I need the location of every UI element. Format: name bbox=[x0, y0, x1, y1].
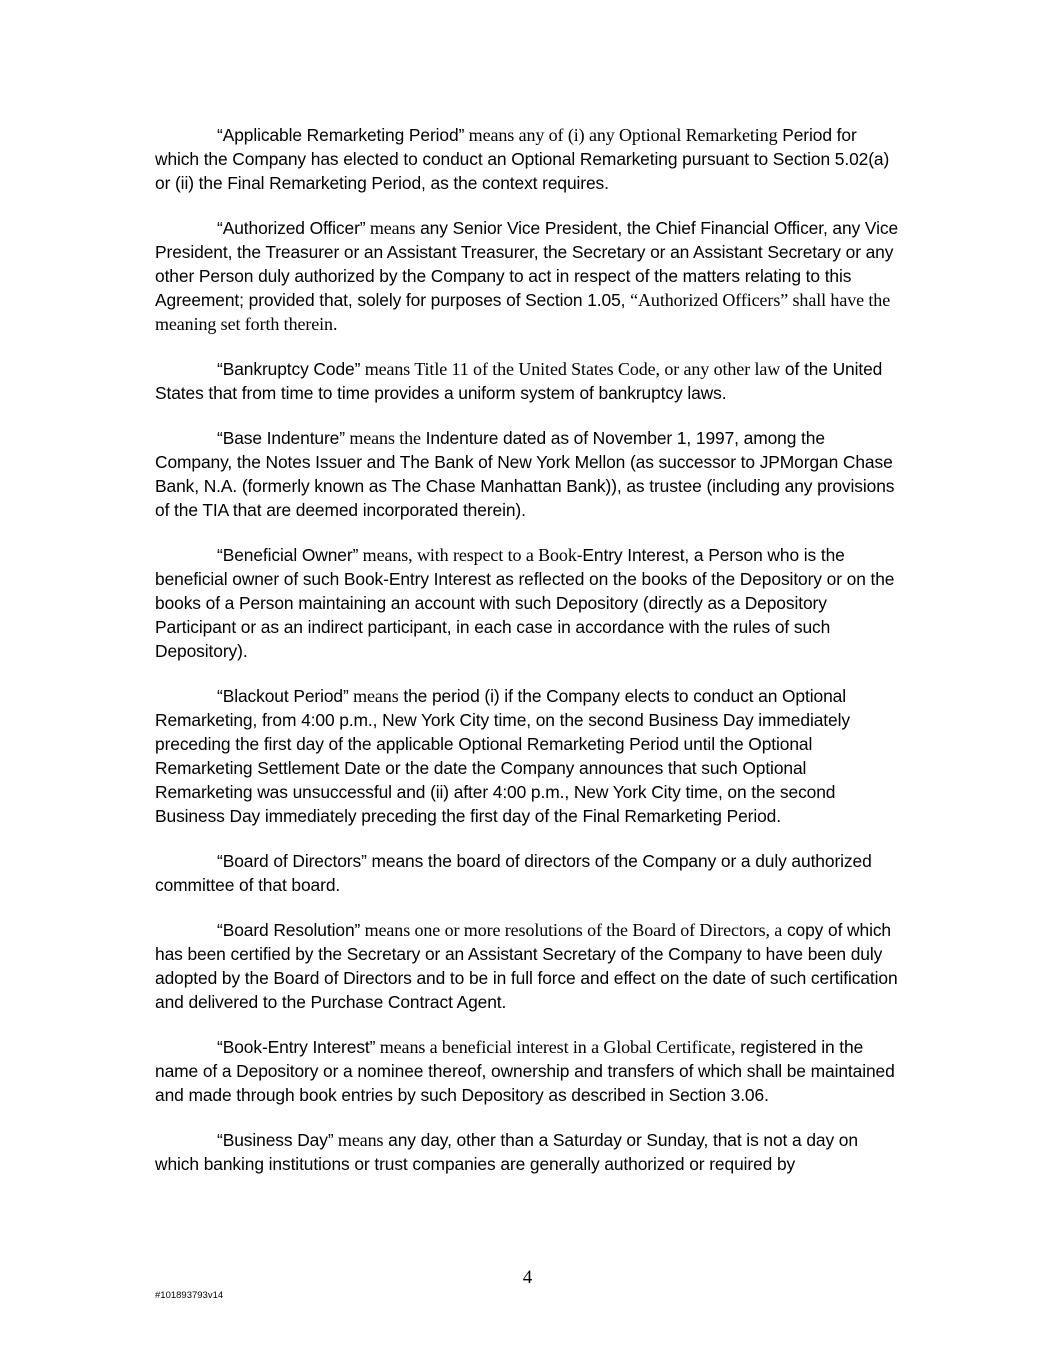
definition-lead: means bbox=[365, 218, 416, 238]
definition-lead: means any of (i) any Optional Remarketing bbox=[464, 125, 778, 145]
definition-text: -Entry Interest, a Person who is the beneficial owner of such Book-Entry Interest as reflected on the books of the Depository or on the books of a Person maintaining an account with such Depository (directly as a Depository Participant or as an indirect participant, in each case in accordance with the rules of such Depository). bbox=[155, 545, 895, 661]
definition-text: means the board of directors of the Company or a duly authorized committee of that board. bbox=[155, 851, 872, 895]
definition-text: any Senior Vice President, the Chief Financial Officer, any Vice President, the Treasurer or an Assistant Treasurer, the Secretary or an Assistant Secretary or any other Person duly authorized by the Company to act in respect of the matters relating to this Agreement; provided that, solely for purposes of Section 1.05, bbox=[155, 218, 899, 310]
definition-lead: means Title 11 of the United States Code, or any other law bbox=[360, 359, 781, 379]
defined-term: Book-Entry Interest bbox=[222, 1037, 370, 1057]
definition-text: the period (i) if the Company elects to conduct an Optional Remarketing, from 4:00 p.m., New York City time, on the second Business Day immediately preceding the first day of the applicable Optional Remarketing Period until the Optional Remarketing Settlement Date or the date the Company announces that such Optional Remarketing was unsuccessful and (ii) after 4:00 p.m., New York City time, on the second Business Day immediately preceding the first day of the Final Remarketing Period. bbox=[155, 686, 850, 826]
defined-term: Authorized Officer bbox=[222, 218, 360, 238]
defined-term: Beneficial Owner bbox=[222, 545, 353, 565]
definition-bankruptcy-code: “Bankruptcy Code” means Title 11 of the United States Code, or any other law of the United States that from time to time provides a uniform system of bankruptcy laws. bbox=[155, 359, 883, 403]
definition-board-of-directors: “Board of Directors” means the board of directors of the Company or a duly authorized committee of that board. bbox=[155, 851, 872, 895]
definition-lead: means bbox=[348, 686, 399, 706]
definition-lead: means one or more resolutions of the Board of Directors, a bbox=[360, 920, 783, 940]
definition-text: registered in the name of a Depository or a nominee thereof, ownership and transfers of which shall be maintained and made through book entries by such Depository as described in Section 3.06. bbox=[155, 1037, 895, 1105]
definition-lead: means, with respect to a Book bbox=[358, 545, 577, 565]
definition-tail: “Authorized Officers” shall have the meaning set forth therein. bbox=[155, 290, 891, 334]
definition-beneficial-owner: “Beneficial Owner” means, with respect to a Book-Entry Interest, a Person who is the beneficial owner of such Book-Entry Interest as reflected on the books of the Depository or on the books of a Person maintaining an account with such Depository (directly as a Depository Participant or as an indirect participant, in each case in accordance with the rules of such Depository). bbox=[155, 545, 895, 661]
document-id: #101893793v14 bbox=[155, 1290, 224, 1301]
defined-term: Board of Directors bbox=[222, 851, 362, 871]
definition-lead: means the bbox=[344, 428, 421, 448]
page-number: 4 bbox=[522, 1267, 533, 1288]
definition-text: Indenture dated as of November 1, 1997, among the Company, the Notes Issuer and The Bank of New York Mellon (as successor to JPMorgan Chase Bank, N.A. (formerly known as The Chase Manhattan Bank)), as trustee (including any provisions of the TIA that are deemed incorporated therein). bbox=[155, 428, 895, 520]
defined-term: Applicable Remarketing Period bbox=[222, 125, 459, 145]
definition-lead: means bbox=[333, 1130, 384, 1150]
definition-base-indenture: “Base Indenture” means the Indenture dated as of November 1, 1997, among the Company, the Notes Issuer and The Bank of New York Mellon (as successor to JPMorgan Chase Bank, N.A. (formerly known as The Chase Manhattan Bank)), as trustee (including any provisions of the TIA that are deemed incorporated therein). bbox=[155, 428, 895, 520]
definition-authorized-officer: “Authorized Officer” means any Senior Vice President, the Chief Financial Officer, any Vice President, the Treasurer or an Assistant Treasurer, the Secretary or an Assistant Secretary or any other Person duly authorized by the Company to act in respect of the matters relating to this Agreement; provided that, solely for purposes of Section 1.05, “Authorized Officers” shall have the meaning set forth therein. bbox=[155, 218, 899, 334]
defined-term: Blackout Period bbox=[222, 686, 344, 706]
defined-term: Board Resolution bbox=[222, 920, 355, 940]
definition-blackout-period: “Blackout Period” means the period (i) if the Company elects to conduct an Optional Remarketing, from 4:00 p.m., New York City time, on the second Business Day immediately preceding the first day of the applicable Optional Remarketing Period until the Optional Remarketing Settlement Date or the date the Company announces that such Optional Remarketing was unsuccessful and (ii) after 4:00 p.m., New York City time, on the second Business Day immediately preceding the first day of the Final Remarketing Period. bbox=[155, 686, 850, 826]
document-body bbox=[155, 123, 903, 1197]
definition-text: of the United States that from time to time provides a uniform system of bankruptcy laws. bbox=[155, 359, 883, 403]
definition-text: copy of which has been certified by the Secretary or an Assistant Secretary of the Company to have been duly adopted by the Board of Directors and to be in full force and effect on the date of such certification and delivered to the Purchase Contract Agent. bbox=[155, 920, 898, 1012]
definition-book-entry-interest: “Book-Entry Interest” means a beneficial interest in a Global Certificate, registered in the name of a Depository or a nominee thereof, ownership and transfers of which shall be maintained and made through book entries by such Depository as described in Section 3.06. bbox=[155, 1037, 895, 1105]
definition-board-resolution: “Board Resolution” means one or more resolutions of the Board of Directors, a copy of which has been certified by the Secretary or an Assistant Secretary of the Company to have been duly adopted by the Board of Directors and to be in full force and effect on the date of such certification and delivered to the Purchase Contract Agent. bbox=[155, 920, 898, 1012]
definition-applicable-remarketing-period: “Applicable Remarketing Period” means any of (i) any Optional Remarketing Period for which the Company has elected to conduct an Optional Remarketing pursuant to Section 5.02(a) or (ii) the Final Remarketing Period, as the context requires. bbox=[155, 125, 890, 193]
defined-term: Bankruptcy Code bbox=[222, 359, 355, 379]
definition-business-day: “Business Day” means any day, other than a Saturday or Sunday, that is not a day on which banking institutions or trust companies are generally authorized or required by bbox=[155, 1130, 858, 1174]
definition-lead: means a beneficial interest in a Global Certificate, bbox=[375, 1037, 736, 1057]
definition-text: any day, other than a Saturday or Sunday, that is not a day on which banking institutions or trust companies are generally authorized or required by bbox=[155, 1130, 858, 1174]
defined-term: Base Indenture bbox=[222, 428, 340, 448]
defined-term: Business Day bbox=[222, 1130, 328, 1150]
definition-text: Period for which the Company has elected to conduct an Optional Remarketing pursuant to Section 5.02(a) or (ii) the Final Remarketing Period, as the context requires. bbox=[155, 125, 890, 193]
